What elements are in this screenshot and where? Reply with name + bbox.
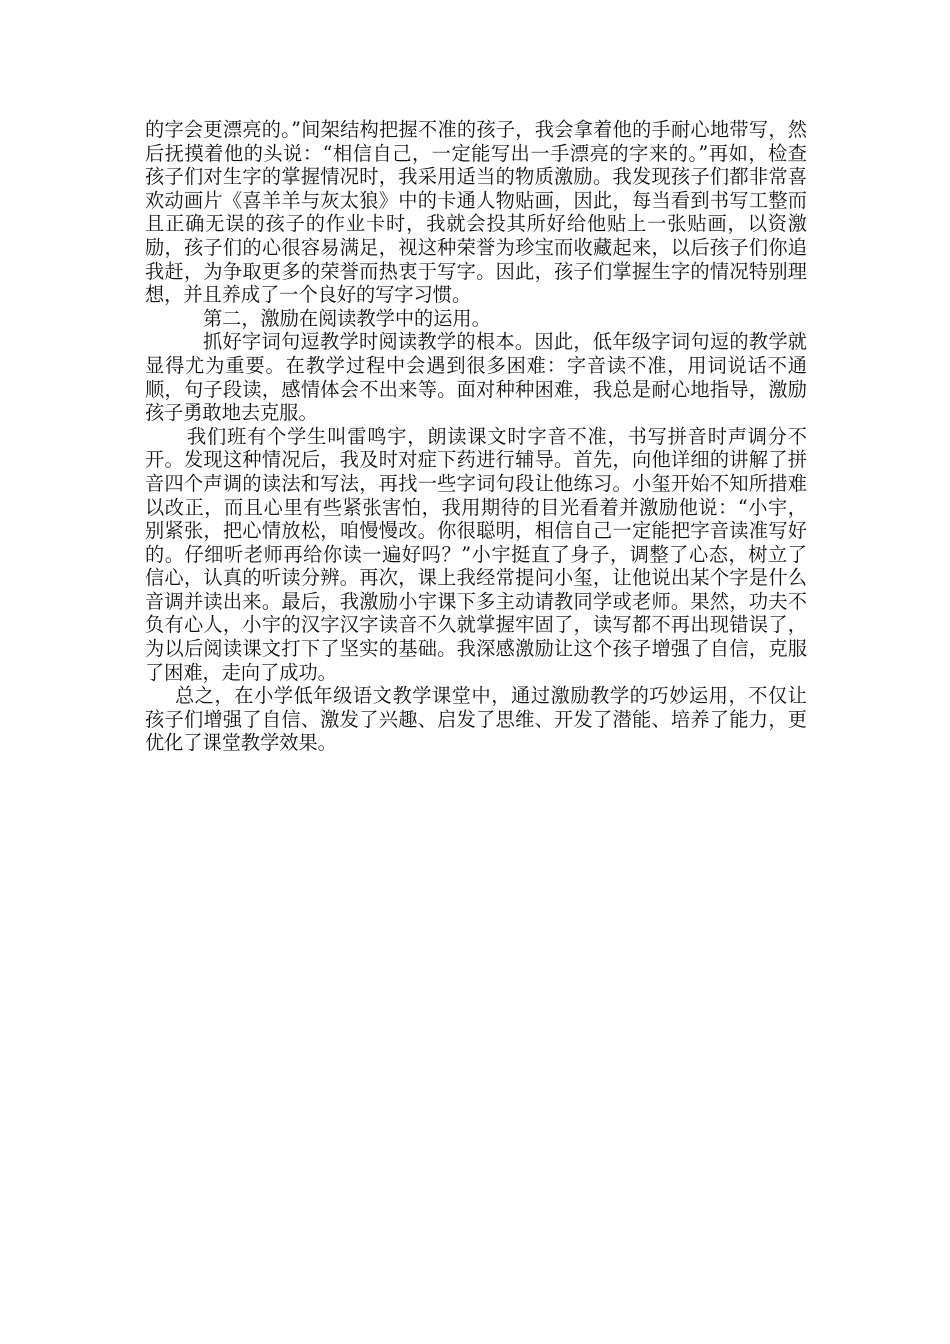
document-body bbox=[145, 118, 807, 755]
section-heading-reading: 第二，激励在阅读教学中的运用。 bbox=[203, 306, 491, 330]
paragraph-conclusion: 总之，在小学低年级语文教学课堂中，通过激励教学的巧妙运用，不仅让孩子们增强了自信、激发了兴趣、启发了思维、开发了潜能、培养了能力，更优化了课堂教学效果。 bbox=[145, 684, 807, 755]
paragraph-writing-encouragement: 的字会更漂亮的。”间架结构把握不准的孩子，我会拿着他的手耐心地带写，然后抚摸着他的头说：“相信自己，一定能写出一手漂亮的字来的。”再如，检查孩子们对生字的掌握情况时，我采用适当的物质激励。我发现孩子们都非常喜欢动画片《喜羊羊与灰太狼》中的卡通人物贴画，因此，每当看到书写工整而且正确无误的孩子的作业卡时，我就会投其所好给他贴上一张贴画，以资激励，孩子们的心很容易满足，视这种荣誉为珍宝而收藏起来，以后孩子们你追我赶，为争取更多的荣誉而热衷于写字。因此，孩子们掌握生字的情况特别理想，并且养成了一个良好的写字习惯。 bbox=[145, 118, 807, 307]
paragraph-reading-foundation: 抓好字词句逗教学时阅读教学的根本。因此，低年级字词句逗的教学就显得尤为重要。在教学过程中会遇到很多困难：字音读不准，用词说话不通顺，句子段读，感情体会不出来等。面对种种困难，我总是耐心地指导，激励孩子勇敢地去克服。 bbox=[145, 330, 807, 425]
paragraph-student-case: 我们班有个学生叫雷鸣宇，朗读课文时字音不准，书写拼音时声调分不开。发现这种情况后，我及时对症下药进行辅导。首先，向他详细的讲解了拼音四个声调的读法和写法，再找一些字词句段让他练习。小玺开始不知所措难以改正，而且心里有些紧张害怕，我用期待的目光看着并激励他说：“小宇，别紧张，把心情放松，咱慢慢改。你很聪明，相信自己一定能把字音读准写好的。仔细听老师再给你读一遍好吗？”小宇挺直了身子，调整了心态，树立了信心，认真的听读分辨。再次，课上我经常提问小玺，让他说出某个字是什么音调并读出来。最后，我激励小宇课下多主动请教同学或老师。果然，功夫不负有心人，小宇的汉字汉字读音不久就掌握牢固了，读写都不再出现错误了，为以后阅读课文打下了坚实的基础。我深感激励让这个孩子增强了自信，克服了困难，走向了成功。 bbox=[145, 424, 807, 684]
